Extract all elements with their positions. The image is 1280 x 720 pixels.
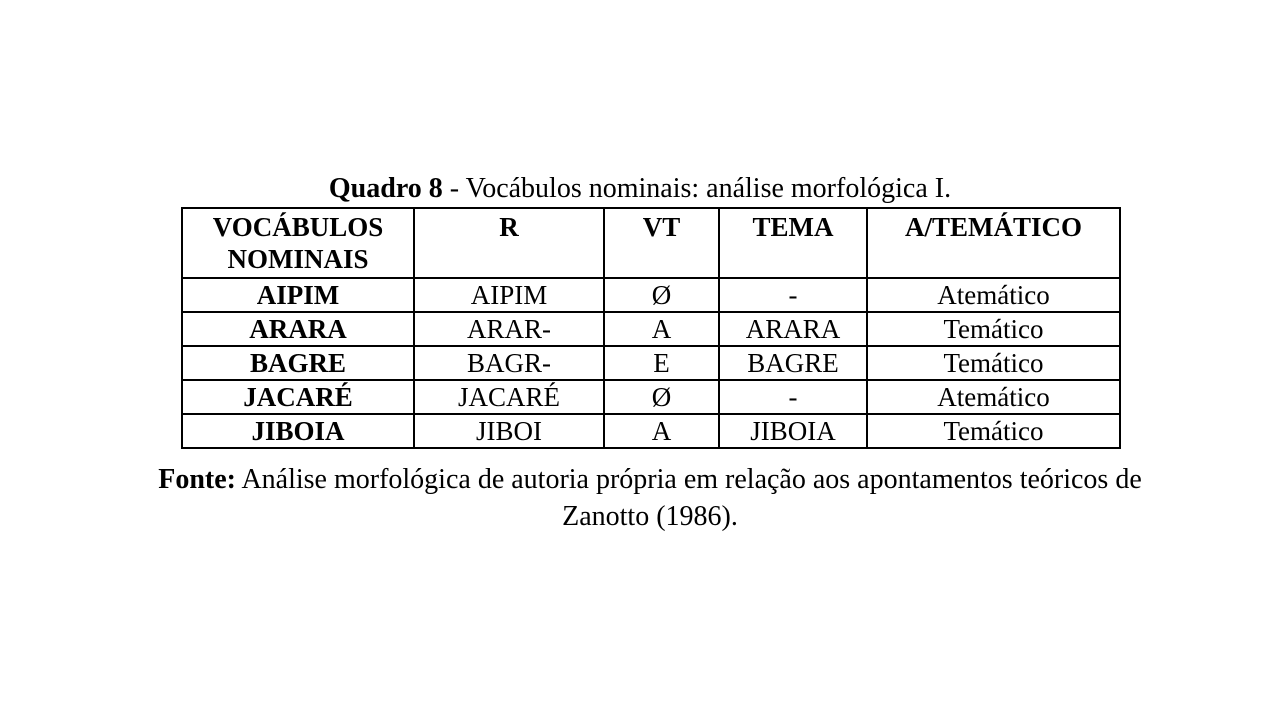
cell-atematico: Atemático [867,380,1120,414]
cell-r: ARAR- [414,312,604,346]
header-atematico: A/TEMÁTICO [867,208,1120,278]
cell-r: AIPIM [414,278,604,312]
header-vt: VT [604,208,719,278]
table-header-row [182,208,1120,278]
cell-vt: A [604,414,719,448]
morphology-table [181,207,1121,449]
table-row [182,278,1120,312]
cell-r: BAGR- [414,346,604,380]
cell-tema: - [719,380,867,414]
cell-atematico: Atemático [867,278,1120,312]
header-vocabulos-line2: NOMINAIS [227,244,369,274]
cell-r: JIBOI [414,414,604,448]
source-label: Fonte: [158,464,236,495]
table-caption [0,171,1280,207]
cell-atematico: Temático [867,414,1120,448]
caption-label: Quadro 8 [328,173,443,204]
header-tema: TEMA [719,208,867,278]
cell-word: JIBOIA [182,414,414,448]
cell-word: ARARA [182,312,414,346]
cell-vt: E [604,346,719,380]
table-row [182,346,1120,380]
cell-word: AIPIM [182,278,414,312]
table-row [182,380,1120,414]
header-r: R [414,208,604,278]
header-vocabulos-nominais [182,208,414,278]
source-line-1 [80,461,1220,498]
cell-r: JACARÉ [414,380,604,414]
cell-vt: Ø [604,380,719,414]
source-text-1: Análise morfológica de autoria própria em relação aos apontamentos teóricos de [235,464,1142,495]
cell-atematico: Temático [867,346,1120,380]
caption-text: - Vocábulos nominais: análise morfológica I. [442,173,952,204]
cell-tema: JIBOIA [719,414,867,448]
cell-atematico: Temático [867,312,1120,346]
header-vocabulos-line1: VOCÁBULOS [212,212,384,242]
cell-tema: BAGRE [719,346,867,380]
cell-tema: - [719,278,867,312]
source-line-2: Zanotto (1986). [562,501,738,532]
source-note [80,461,1220,535]
cell-word: BAGRE [182,346,414,380]
table-row [182,414,1120,448]
cell-vt: A [604,312,719,346]
table-row [182,312,1120,346]
cell-word: JACARÉ [182,380,414,414]
cell-vt: Ø [604,278,719,312]
cell-tema: ARARA [719,312,867,346]
